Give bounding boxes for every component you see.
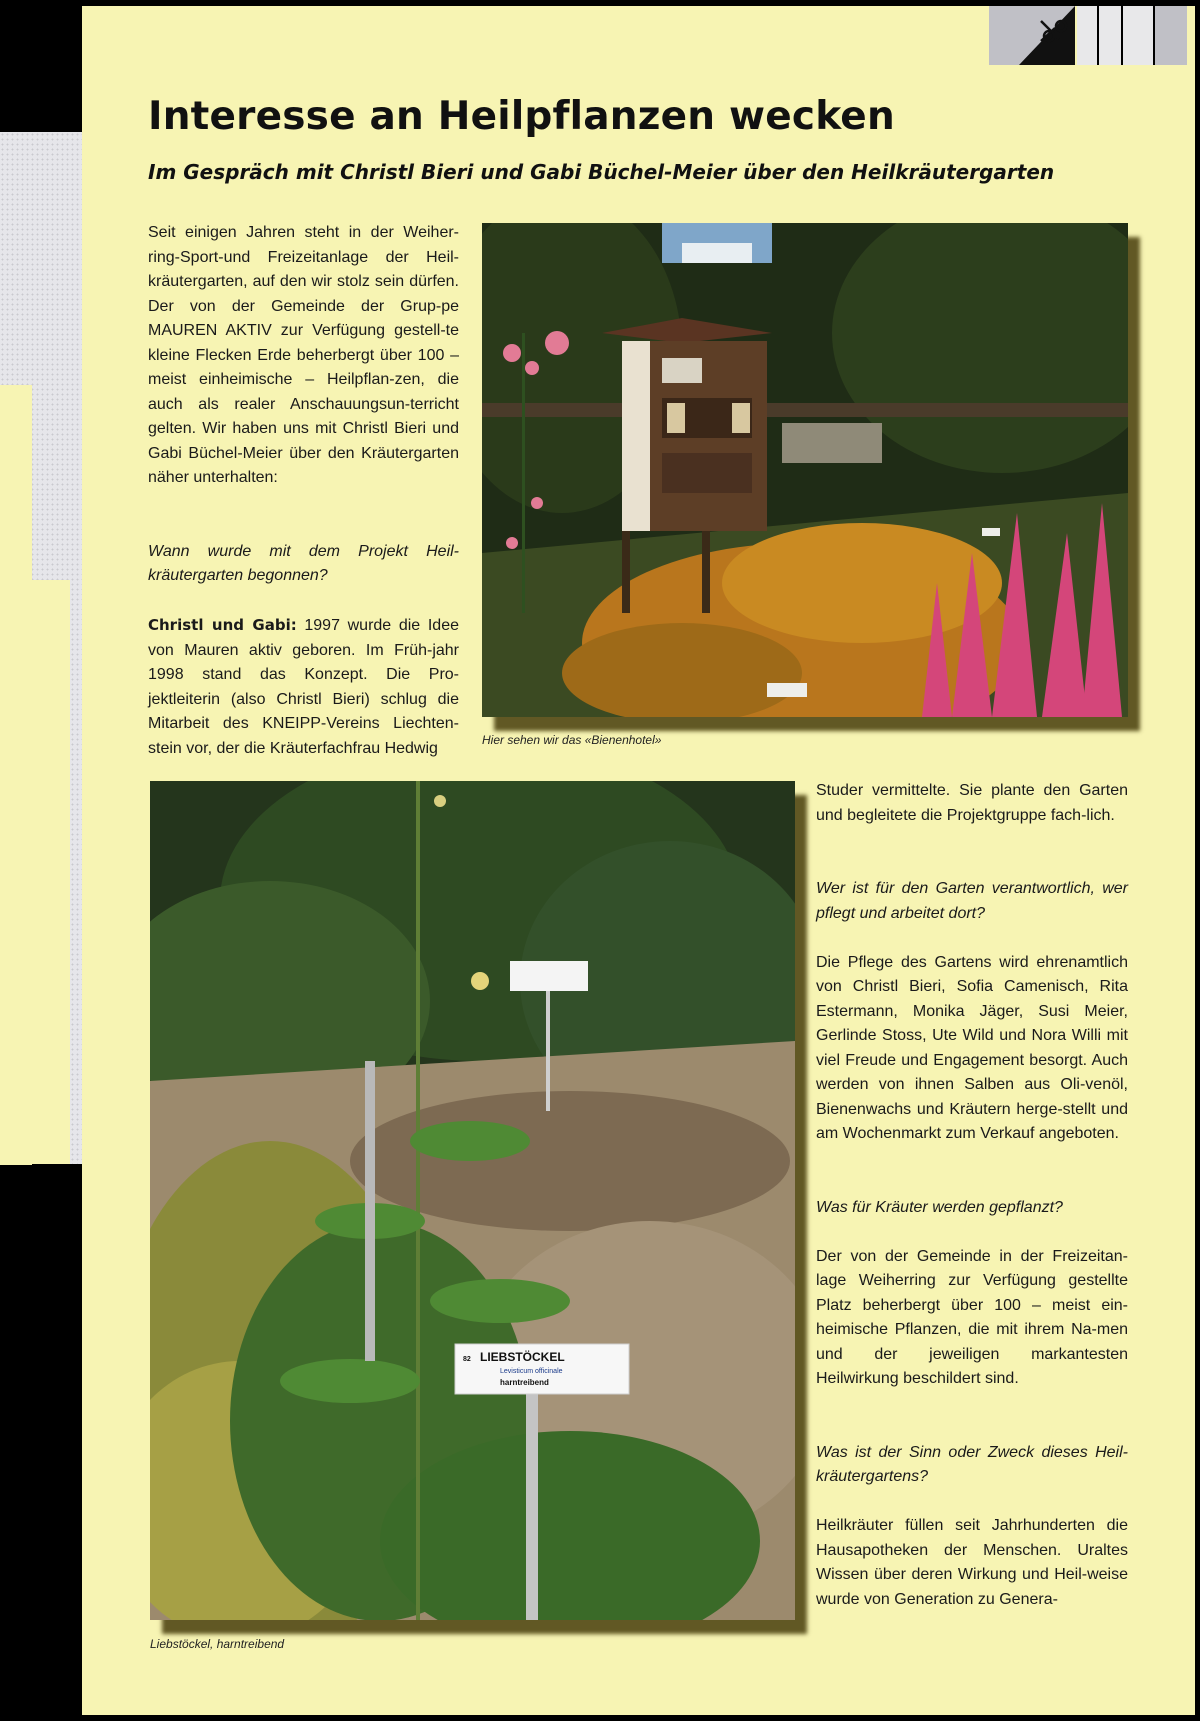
answer-speaker: Christl und Gabi: bbox=[148, 616, 297, 634]
question-herbs: Was für Kräuter werden gepflanzt? bbox=[816, 1198, 1063, 1216]
scissors-icon bbox=[989, 6, 1075, 65]
article-subtitle: Im Gespräch mit Christl Bieri und Gabi Büchel-Meier über den Heilkräutergarten bbox=[148, 160, 1055, 184]
sign-plant-name: LIEBSTÖCKEL bbox=[480, 1350, 565, 1364]
intro-paragraph: Seit einigen Jahren steht in der Weiher-ring-Sport-und Freizeitanlage der Heil-kräutergarten, auf den wir stolz sein dürfen. Der von der Gemeinde der Grup-pe MAUREN AKTIV zur Verfügung gestell-te kleine Flecken Erde beherbergt über 100 – meist einheimische – Heilpflan-zen, die auch als realer Anschauungsun-terricht gelten. Wir haben uns mit Christl Bieri und Gabi Büchel-Meier über den Kräutergarten näher unterhalten: bbox=[148, 224, 459, 486]
answer-herbs: Der von der Gemeinde in der Freizeitan-lage Weiherring zur Verfügung gestellte Platz beherbergt über 100 – meist ein-heimische Pflanzen, die mit ihrem Na-men und der jeweiligen markantesten Heilwirkung beschildert sind. bbox=[816, 1247, 1128, 1387]
answer-text: 1997 wurde die Idee von Mauren aktiv geboren. Im Früh-jahr 1998 stand das Konzept. Die Pro-jektleiterin (also Christl Bieri) schlug die Mitarbeit des KNEIPP-Vereins Liechten-stein vor, der die Kräuterfachfrau Hedwig bbox=[148, 617, 459, 757]
text-column-right bbox=[816, 779, 1128, 1612]
adjacent-page-strip-yellow-2 bbox=[32, 580, 70, 1164]
question-responsible: Wer ist für den Garten verantwortlich, wer pflegt und arbeitet dort? bbox=[816, 880, 1128, 922]
corner-tab-segment bbox=[1077, 6, 1097, 65]
left-page-edge bbox=[0, 0, 82, 1721]
corner-tab-segment bbox=[1099, 6, 1121, 65]
photo-caption: Hier sehen wir das «Bienenhotel» bbox=[482, 733, 662, 747]
answer-start-project-continued: Studer vermittelte. Sie plante den Garten und begleitete die Projektgruppe fach-lich. bbox=[816, 782, 1128, 824]
question-start-project: Wann wurde mit dem Projekt Heil-kräutergarten begonnen? bbox=[148, 542, 459, 584]
sign-number: 82 bbox=[463, 1356, 471, 1363]
article-title: Interesse an Heilpflanzen wecken bbox=[148, 94, 895, 139]
corner-tab bbox=[989, 6, 1194, 65]
text-column-left bbox=[148, 221, 459, 761]
photo-bee-hotel bbox=[482, 223, 1128, 717]
photo-lovage bbox=[150, 781, 795, 1620]
answer-responsible: Die Pflege des Gartens wird ehrenamtlich von Christl Bieri, Sofia Camenisch, Rita Estermann, Monika Jäger, Susi Meier, Gerlinde Stoss, Ute Wild und Nora Willi mit viel Freude und Engagement besorgt. Auch werden von ihnen Salben aus Oli-venöl, Bienenwachs und Kräutern herge-stellt und am Wochenmarkt zum Verkauf angeboten. bbox=[816, 953, 1128, 1142]
answer-start-project bbox=[148, 613, 459, 761]
adjacent-page-strip-yellow bbox=[0, 385, 32, 1165]
answer-purpose: Heilkräuter füllen seit Jahrhunderten die Hausapotheken der Menschen. Uraltes Wissen über deren Wirkung und Heil-weise wurde von Generation zu Genera- bbox=[816, 1517, 1128, 1608]
corner-tab-segment bbox=[1123, 6, 1153, 65]
photo-caption: Liebstöckel, harntreibend bbox=[150, 1637, 285, 1651]
corner-tab-segment bbox=[1155, 6, 1187, 65]
sign-latin-name: Levisticum officinale bbox=[500, 1368, 563, 1375]
question-purpose: Was ist der Sinn oder Zweck dieses Heil-kräutergartens? bbox=[816, 1443, 1128, 1485]
sign-effect: harntreibend bbox=[500, 1378, 549, 1387]
